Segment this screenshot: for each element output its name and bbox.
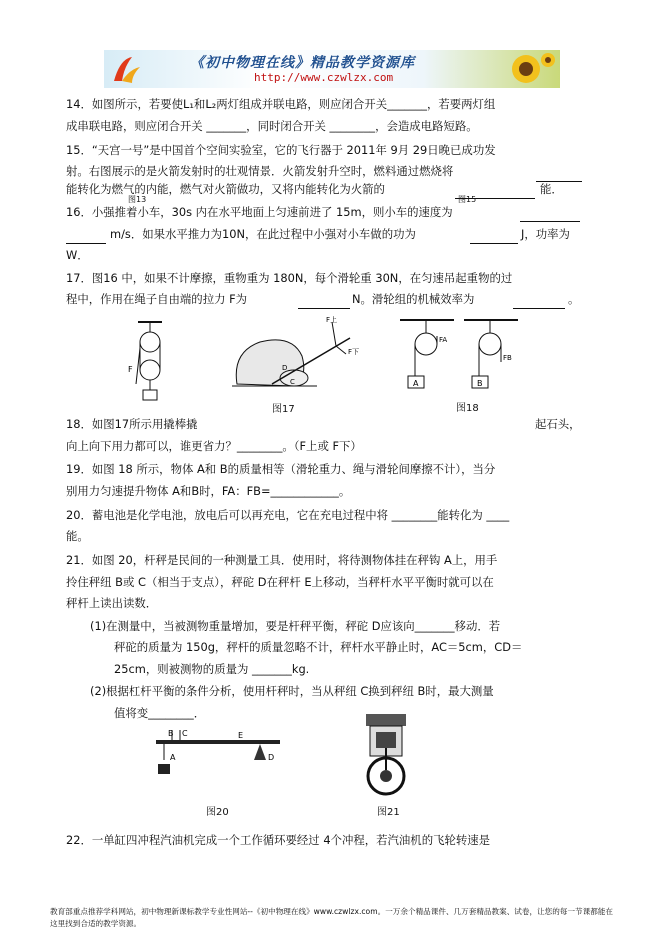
q14-line1: 14．如图所示，若要使L₁和L₂两灯组成并联电路，则应闭合开关_______，若要两灯组 [66,97,496,111]
q15-line1: 15．“天宫一号”是中国首个空间实验室，它的飞行器于 2011年 9月 29日晚已成功发 [66,143,496,157]
svg-text:D: D [268,753,275,762]
q21-sub2-line1: (2)根据杠杆平衡的条件分析，使用杆秤时，当从秤纽 C换到秤纽 B时，最大测量 [90,684,494,698]
q17-line2b: N。滑轮组的机械效率为 [352,292,475,306]
q17-line1: 17．图16 中，如果不计摩擦，重物重为 180N，每个滑轮重 30N，在匀速吊起重物的过 [66,271,513,285]
q18-line1a: 18．如图17所示用撬棒撬 [66,417,198,431]
sunflower-icon [496,52,556,86]
fig21-caption: 图21 [377,807,400,818]
svg-text:C: C [182,729,188,738]
q21-line2: 拎住秤纽 B或 C（相当于支点），秤砣 D在秤杆 E上移动，当秤杆水平平衡时就可以在 [66,575,494,589]
q20-line1: 20．蓄电池是化学电池，放电后可以再充电，它在充电过程中将 ________能转化为 ____ [66,508,510,522]
q16-blank-work[interactable] [470,232,518,244]
site-logo-icon [110,53,144,85]
q21-sub1-line1: (1)在测量中，当被测物重量增加，要是杆秤平衡，秤砣 D应该向_______移动．若 [90,619,501,633]
q17-blank-force[interactable] [298,297,350,309]
q18-line1b: 起石头， [535,417,581,431]
q15-line2: 射。右图展示的是火箭发射时的壮观情景．火箭发射升空时，燃料通过燃烧将 [66,164,454,178]
q17-line2a: 程中，作用在绳子自由端的拉力 F为 [66,292,248,306]
fig18-pulleys-ab [396,316,526,396]
q16-blank-speed-cont[interactable] [66,232,106,244]
svg-text:FA: FA [439,336,448,344]
fig13-caption: 图13 [128,195,147,204]
fig17-caption: 图17 [272,404,295,415]
q17-line2c: 。 [568,292,580,306]
q15-line3a: 能转化为燃气的内能，燃气对火箭做功，又将内能转化为火箭的 [66,182,385,196]
banner-url[interactable]: http://www.czwlzx.com [254,71,394,84]
svg-text:FB: FB [503,354,512,362]
fig18-caption: 图18 [456,403,479,414]
q19-line2: 别用力匀速提升物体 A和B时，FA：FB=____________。 [66,484,351,498]
q21-line3: 秤杆上读出读数． [66,596,158,610]
page-footer: 教育部重点推荐学科网站，初中物理新课标教学专业性网站--《初中物理在线》www.czwlzx.com。一万余个精品课件、几万套精品教案、试卷，让您的每一节课都能在这里找到合适的教学资源。 [50,907,614,928]
q16-line2a: m/s．如果水平推力为10N，在此过程中小强对小车做的功为 [110,227,416,241]
q19-line1: 19．如图 18 所示，物体 A和 B的质量相等（滑轮重力、绳与滑轮间摩擦不计），当分 [66,462,496,476]
svg-text:D: D [282,364,288,372]
q21-sub2-line2: 值将变________． [114,706,206,720]
svg-text:B: B [168,729,174,738]
svg-text:F下: F下 [348,348,360,356]
q14-line2: 成串联电路，则应闭合开关 _______，同时闭合开关 ________，会造成电路短路。 [66,119,478,133]
q16-line2b: J，功率为 [521,227,570,241]
banner-title: 《初中物理在线》精品教学资源库 [190,55,415,71]
fig16-force-label: F [128,365,133,374]
q15-blank1[interactable] [536,170,582,182]
svg-text:B: B [477,379,483,388]
svg-text:C: C [290,378,295,386]
svg-text:A: A [170,753,176,762]
q16-blank-speed[interactable] [520,210,580,222]
fig20-steelyard [150,726,290,786]
site-banner [104,50,560,88]
fig17-crowbar-rock [232,312,372,392]
fig21-engine [356,710,416,800]
q21-sub1-line2: 秤砣的质量为 150g，秤杆的质量忽略不计，秤杆水平静止时，AC＝5cm，CD＝ [114,640,523,654]
q20-line2: 能。 [66,529,89,543]
q15-line3b: 能． [540,182,563,196]
q16-line3: W． [66,248,89,262]
svg-text:E: E [238,731,244,740]
q21-sub1-line3: 25cm，则被测物的质量为 _______kg. [114,662,310,676]
fig15-caption: 图15 [458,195,477,204]
q17-blank-efficiency[interactable] [513,297,565,309]
q16-line1: 16．小强推着小车，30s 内在水平地面上匀速前进了 15m，则小车的速度为 [66,205,453,219]
q22-line1: 22．一单缸四冲程汽油机完成一个工作循环要经过 4个冲程，若汽油机的飞轮转速是 [66,833,491,847]
svg-text:F上: F上 [326,316,338,324]
svg-text:A: A [413,379,419,388]
fig16-pulley-system [120,318,180,418]
q18-line2: 向上向下用力都可以，谁更省力？________。（F上或 F下） [66,439,362,453]
q21-line1: 21．如图 20，杆秤是民间的一种测量工具．使用时，将待测物体挂在秤钩 A上，用手 [66,553,498,567]
fig20-caption: 图20 [206,807,229,818]
